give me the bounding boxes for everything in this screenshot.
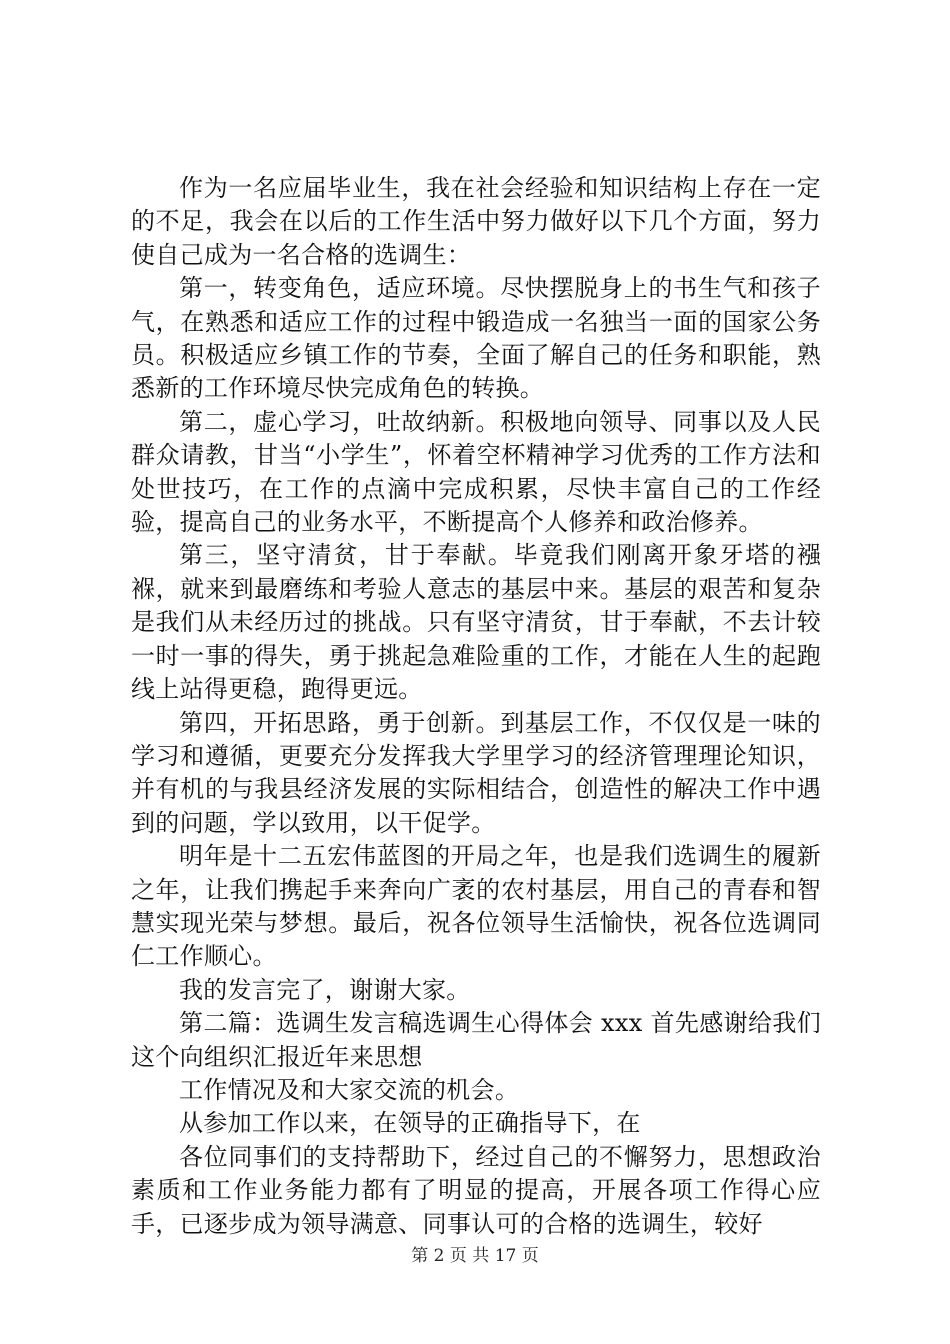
paragraph-closing: 明年是十二五宏伟蓝图的开局之年，也是我们选调生的履新之年，让我们携起手来奔向广袤的农村基层，用自己的青春和智慧实现光荣与梦想。最后，祝各位领导生活愉快，祝各位选调同仁工作顺心。 [131,842,821,971]
paragraph-part-two-body: 各位同事们的支持帮助下，经过自己的不懈努力，思想政治素质和工作业务能力都有了明显的提高，开展各项工作得心应手，已逐步成为领导满意、同事认可的合格的选调生，较好 [131,1142,821,1238]
paragraph-point-2: 第二，虚心学习，吐故纳新。积极地向领导、同事以及人民群众请教，甘当“小学生”，怀着空杯精神学习优秀的工作方法和处世技巧，在工作的点滴中完成积累，尽快丰富自己的工作经验，提高自己的业务水平，不断提高个人修养和政治修养。 [131,407,821,537]
paragraph-part-two-heading: 第二篇：选调生发言稿选调生心得体会 xxx 首先感谢给我们这个向组织汇报近年来思想 [131,1009,821,1071]
paragraph-part-two-line-2: 工作情况及和大家交流的机会。 [179,1075,520,1104]
paragraph-intro: 作为一名应届毕业生，我在社会经验和知识结构上存在一定的不足，我会在以后的工作生活中努力做好以下几个方面，努力使自己成为一名合格的选调生： [131,174,821,269]
document-body [131,172,821,1241]
page-number-footer: 第 2 页 共 17 页 [411,1246,539,1266]
paragraph-point-1: 第一，转变角色，适应环境。尽快摆脱身上的书生气和孩子气，在熟悉和适应工作的过程中锻造成一名独当一面的国家公务员。积极适应乡镇工作的节奏，全面了解自己的任务和职能，熟悉新的工作环境尽快完成角色的转换。 [131,274,821,403]
paragraph-point-4: 第四，开拓思路，勇于创新。到基层工作，不仅仅是一味的学习和遵循，更要充分发挥我大学里学习的经济管理理论知识，并有机的与我县经济发展的实际相结合，创造性的解决工作中遇到的问题，学以致用，以干促学。 [131,708,821,837]
paragraph-point-3: 第三，坚守清贫，甘于奉献。毕竟我们刚离开象牙塔的襁褓，就来到最磨练和考验人意志的基层中来。基层的艰苦和复杂是我们从未经历过的挑战。只有坚守清贫，甘于奉献，不去计较一时一事的得失，勇于挑起急难险重的工作，才能在人生的起跑线上站得更稳，跑得更远。 [131,541,821,704]
paragraph-thanks: 我的发言完了，谢谢大家。 [179,975,471,1004]
paragraph-part-two-line-3: 从参加工作以来，在领导的正确指导下，在 [179,1109,641,1138]
